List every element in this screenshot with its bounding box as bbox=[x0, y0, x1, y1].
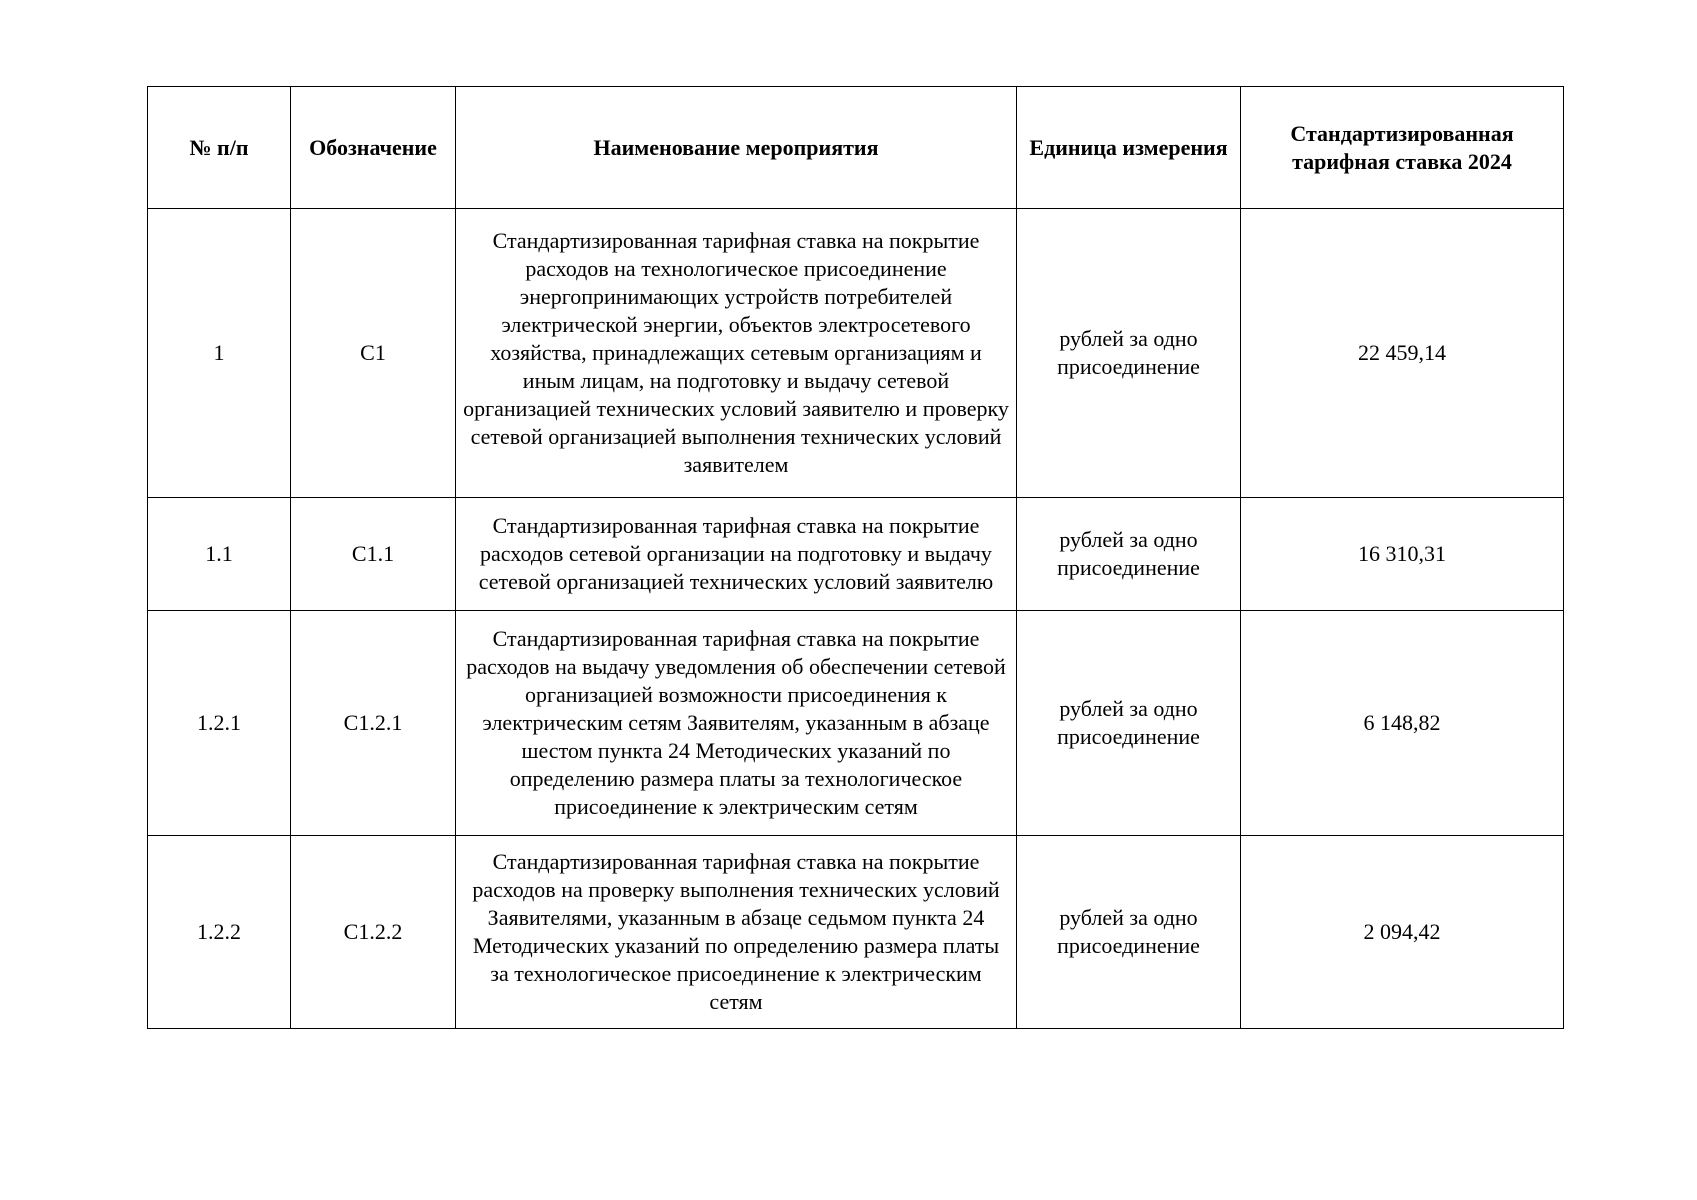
header-unit: Единица измерения bbox=[1017, 87, 1241, 209]
cell-num: 1 bbox=[148, 209, 291, 498]
cell-code: С1.1 bbox=[291, 498, 456, 611]
cell-rate: 6 148,82 bbox=[1241, 611, 1564, 836]
cell-code: С1 bbox=[291, 209, 456, 498]
header-num: № п/п bbox=[148, 87, 291, 209]
table-header-row bbox=[148, 87, 1564, 209]
table-row bbox=[148, 209, 1564, 498]
cell-name: Стандартизированная тарифная ставка на покрытие расходов на выдачу уведомления об обеспечении сетевой организацией возможности присоединения к электрическим сетям Заявителям, указанным в абзаце шестом пункта 24 Методических указаний по определению размера платы за технологическое присоединение к электрическим сетям bbox=[456, 611, 1017, 836]
table-row bbox=[148, 836, 1564, 1029]
cell-rate: 16 310,31 bbox=[1241, 498, 1564, 611]
cell-num: 1.2.1 bbox=[148, 611, 291, 836]
cell-code: С1.2.1 bbox=[291, 611, 456, 836]
cell-unit: рублей за одно присоединение bbox=[1017, 498, 1241, 611]
cell-name: Стандартизированная тарифная ставка на покрытие расходов на проверку выполнения технических условий Заявителями, указанным в абзаце седьмом пункта 24 Методических указаний по определению размера платы за технологическое присоединение к электрическим сетям bbox=[456, 836, 1017, 1029]
cell-unit: рублей за одно присоединение bbox=[1017, 611, 1241, 836]
header-name: Наименование мероприятия bbox=[456, 87, 1017, 209]
cell-unit: рублей за одно присоединение bbox=[1017, 836, 1241, 1029]
cell-num: 1.2.2 bbox=[148, 836, 291, 1029]
table-row bbox=[148, 611, 1564, 836]
cell-name: Стандартизированная тарифная ставка на покрытие расходов на технологическое присоединение энергопринимающих устройств потребителей электрической энергии, объектов электросетевого хозяйства, принадлежащих сетевым организациям и иным лицам, на подготовку и выдачу сетевой организацией технических условий заявителю и проверку сетевой организацией выполнения технических условий заявителем bbox=[456, 209, 1017, 498]
table-row bbox=[148, 498, 1564, 611]
cell-code: С1.2.2 bbox=[291, 836, 456, 1029]
cell-rate: 22 459,14 bbox=[1241, 209, 1564, 498]
cell-unit: рублей за одно присоединение bbox=[1017, 209, 1241, 498]
header-rate: Стандартизированная тарифная ставка 2024 bbox=[1241, 87, 1564, 209]
cell-name: Стандартизированная тарифная ставка на покрытие расходов сетевой организации на подготовку и выдачу сетевой организацией технических условий заявителю bbox=[456, 498, 1017, 611]
header-code: Обозначение bbox=[291, 87, 456, 209]
cell-rate: 2 094,42 bbox=[1241, 836, 1564, 1029]
tariff-rates-table bbox=[147, 86, 1564, 1029]
cell-num: 1.1 bbox=[148, 498, 291, 611]
